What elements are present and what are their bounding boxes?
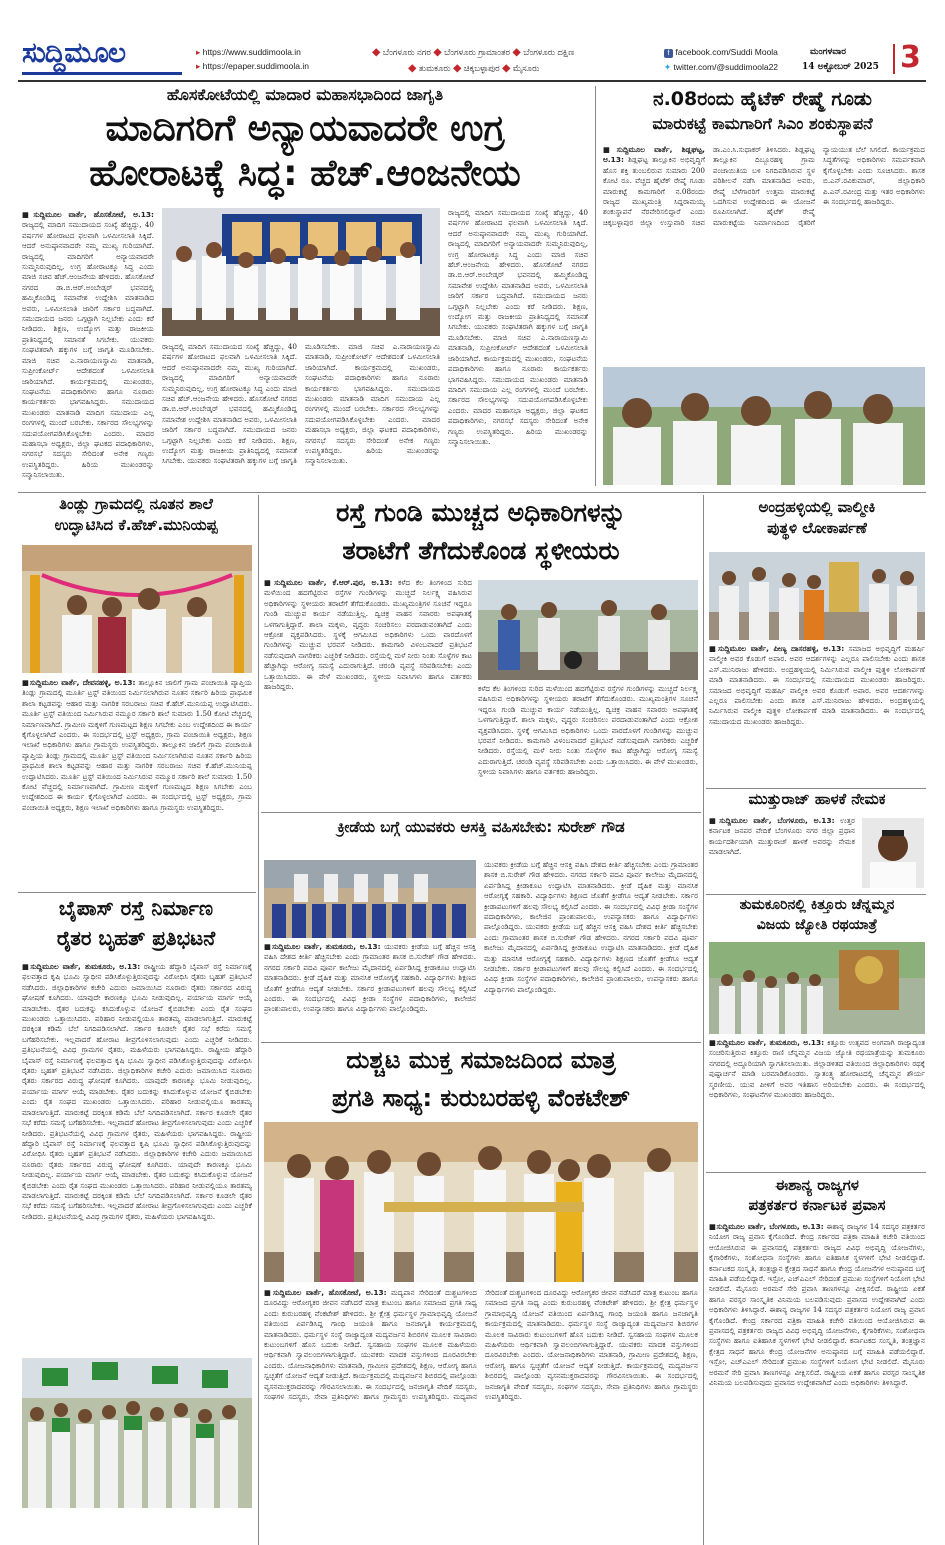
story2-photo	[603, 367, 925, 485]
story5-photo	[709, 552, 925, 640]
story9-text	[709, 1038, 925, 1168]
page-number: 3	[900, 40, 921, 75]
story10-headline-1: ದುಶ್ಚಟ ಮುಕ್ತ ಸಮಾಜದಿಂದ ಮಾತ್ರ	[346, 1046, 616, 1074]
story10-photo	[264, 1122, 698, 1282]
story1-body-cont: ರಾಜ್ಯದಲ್ಲಿ ಮಾದಿಗ ಸಮುದಾಯದ ಸಂಖ್ಯೆ ಹೆಚ್ಚಿದ್ದು, 40 ವರ್ಷಗಳ ಹೋರಾಟದ ಫಲವಾಗಿ ಒಳಮೀಸಲಾತಿ ಸಿಕ್ಕಿದೆ. ಆದರೆ ಅನುಷ್ಠಾನವಾದರೇ ನಮ್ಮ ಮುಖ್ಯ ಗುರಿಯಾಗಿದೆ. ರಾಜ್ಯದಲ್ಲಿ ಮಾದಿಗರಿಗೆ ಅನ್ಯಾಯವಾದರೇ ಸುಮ್ಮನಿರುವುದಿಲ್ಲ, ಉಗ್ರ ಹೋರಾಟಕ್ಕೂ ಸಿದ್ಧ ಎಂದು ಮಾಜಿ ಸಚಿವ ಹೆಚ್.ಆಂಜನೇಯ ಹೇಳಿದರು. ಹೊಸಕೋಟೆ ನಗರದ ಡಾ.ಬಿ.ಆರ್.ಅಂಬೇಡ್ಕರ್ ಭವನದಲ್ಲಿ ಹಮ್ಮಿಕೊಂಡಿದ್ದ ಸಮಾವೇಶ ಉದ್ದೇಶಿಸಿ ಮಾತನಾಡಿದ ಅವರು, ಒಳಮೀಸಲಾತಿ ಜಾರಿಗೆ ಸರ್ಕಾರ ಬದ್ಧವಾಗಿದೆ. ಸಮುದಾಯದ ಜನರು ಒಗ್ಗಟ್ಟಾಗಿ ನಿಲ್ಲಬೇಕು ಎಂದು ಕರೆ ನೀಡಿದರು. ಶಿಕ್ಷಣ, ಉದ್ಯೋಗ ಮತ್ತು ರಾಜಕೀಯ ಪ್ರಾತಿನಿಧ್ಯದಲ್ಲಿ ಸಮಾನತೆ ಸಿಗಬೇಕು. ಯುವಕರು ಸಂಘಟಿತರಾಗಿ ಹಕ್ಕುಗಳ ಬಗ್ಗೆ ಜಾಗೃತಿ ಮೂಡಿಸಬೇಕು. ಮಾಜಿ ಸಚಿವ ಎ.ನಾರಾಯಣಸ್ವಾಮಿ ಮಾತನಾಡಿ, ಸುಪ್ರೀಂಕೋರ್ಟ್ ಆದೇಶದಂತೆ ಒಳಮೀಸಲಾತಿ ಜಾರಿಯಾಗಿದೆ. ಕಾರ್ಯಕ್ರಮದಲ್ಲಿ ಮುಖಂಡರು, ಸಂಘಟನೆಯ ಪದಾಧಿಕಾರಿಗಳು ಹಾಗೂ ನೂರಾರು ಕಾರ್ಯಕರ್ತರು ಭಾಗವಹಿಸಿದ್ದರು. ಸಮುದಾಯದ ಮುಖಂಡರು ಮಾತನಾಡಿ ಮಾದಿಗ ಸಮುದಾಯ ಎಲ್ಲ ರಂಗಗಳಲ್ಲಿ ಮುಂದೆ ಬರಬೇಕು. ಸರ್ಕಾರದ ಸೌಲಭ್ಯಗಳನ್ನು ಸದುಪಯೋಗಪಡಿಸಿಕೊಳ್ಳಬೇಕು ಎಂದರು. ಮಾದರ ಮಹಾಸಭಾ ಅಧ್ಯಕ್ಷರು, ಜಿಲ್ಲಾ ಘಟಕದ ಪದಾಧಿಕಾರಿಗಳು, ನಗರಸಭೆ ಸದಸ್ಯರು ಸೇರಿದಂತೆ ಅನೇಕ ಗಣ್ಯರು ಉಪಸ್ಥಿತರಿದ್ದರು. ಹಿರಿಯ ಮುಖಂಡರನ್ನು ಸನ್ಮಾನಿಸಲಾಯಿತು.	[162, 342, 440, 466]
story7-col-right	[484, 860, 698, 1037]
twitter-link[interactable]: ✦ twitter.com/@suddimoola22	[664, 62, 779, 72]
edition-list	[372, 47, 672, 58]
story9-headline-1: ತುಮಕೂರಿನಲ್ಲಿ ಕಿತ್ತೂರು ಚೆನ್ನಮ್ಮನ	[739, 897, 895, 913]
story3-headline-2: ಉದ್ಘಾಟಿಸಿದ ಕೆ.ಹೆಚ್.ಮುನಿಯಪ್ಪ	[54, 516, 218, 534]
facebook-link[interactable]: f facebook.com/Suddi Moola	[664, 47, 778, 58]
story7-body-cont2: ಯುವಕರು ಕ್ರೀಡೆಯ ಬಗ್ಗೆ ಹೆಚ್ಚಿನ ಆಸಕ್ತಿ ವಹಿಸಿ ದೇಶದ ಕೀರ್ತಿ ಹೆಚ್ಚಿಸಬೇಕು ಎಂದು ಗ್ರಾಮಾಂತರ ಶಾಸಕ ಬಿ.ಸುರೇಶ್ ಗೌಡ ಹೇಳಿದರು. ನಗರದ ಸರ್ಕಾರಿ ಪದವಿ ಪೂರ್ವ ಕಾಲೇಜು ಮೈದಾನದಲ್ಲಿ ಏರ್ಪಡಿಸಿದ್ದ ಕ್ರೀಡಾಕೂಟ ಉದ್ಘಾಟಿಸಿ ಮಾತನಾಡಿದರು. ಕ್ರೀಡೆ ದೈಹಿಕ ಮತ್ತು ಮಾನಸಿಕ ಆರೋಗ್ಯಕ್ಕೆ ಸಹಕಾರಿ. ವಿದ್ಯಾರ್ಥಿಗಳು ಶಿಕ್ಷಣದ ಜೊತೆಗೆ ಕ್ರೀಡೆಗೂ ಆದ್ಯತೆ ನೀಡಬೇಕು. ಸರ್ಕಾರ ಕ್ರೀಡಾಪಟುಗಳಿಗೆ ಹಲವು ಸೌಲಭ್ಯ ಕಲ್ಪಿಸಿದೆ ಎಂದರು. ಈ ಸಂದರ್ಭದಲ್ಲಿ ವಿವಿಧ ಕ್ರೀಡಾ ಸಂಸ್ಥೆಗಳ ಪದಾಧಿಕಾರಿಗಳು, ಕಾಲೇಜಿನ ಪ್ರಾಂಶುಪಾಲರು, ಉಪನ್ಯಾಸಕರು ಹಾಗೂ ವಿದ್ಯಾರ್ಥಿಗಳು ಪಾಲ್ಗೊಂಡಿದ್ದರು.	[484, 922, 698, 994]
website-url[interactable]: ▸ https://www.suddimoola.in	[196, 47, 301, 57]
story6-portrait	[862, 818, 924, 888]
story7-dateline: ■ಸುದ್ದಿಮೂಲ ವಾರ್ತೆ, ತುಮಕೂರು, ಅ.13:	[264, 942, 381, 951]
story10-text	[264, 1288, 698, 1508]
divider	[18, 492, 926, 493]
facebook-icon: f	[664, 49, 673, 58]
story6-headline: ಮುತ್ತುರಾಜ್ ಹಾಳಕೆ ನೇಮಕ	[748, 790, 886, 808]
divider	[703, 495, 704, 1545]
story8-headline-1: ಬೈಪಾಸ್ ರಸ್ತೆ ನಿರ್ಮಾಣ	[58, 896, 214, 920]
divider	[595, 86, 596, 486]
story10-body-cont: ಮದ್ಯಪಾನ ಸೇರಿದಂತೆ ದುಶ್ಚಟಗಳಿಂದ ದೂರವಿದ್ದು ಆರೋಗ್ಯಕರ ಜೀವನ ನಡೆಸಿದರೆ ಮಾತ್ರ ಕುಟುಂಬ ಹಾಗೂ ಸಮಾಜದ ಪ್ರಗತಿ ಸಾಧ್ಯ ಎಂದು ಕುರುಬರಹಳ್ಳಿ ವೆಂಕಟೇಶ್ ಹೇಳಿದರು. ಶ್ರೀ ಕ್ಷೇತ್ರ ಧರ್ಮಸ್ಥಳ ಗ್ರಾಮಾಭಿವೃದ್ಧಿ ಯೋಜನೆ ವತಿಯಿಂದ ಏರ್ಪಡಿಸಿದ್ದ ಗಾಂಧಿ ಜಯಂತಿ ಹಾಗೂ ಜನಜಾಗೃತಿ ಕಾರ್ಯಕ್ರಮದಲ್ಲಿ ಮಾತನಾಡಿದರು. ಧರ್ಮಸ್ಥಳ ಸಂಸ್ಥೆ ರಾಜ್ಯಾದ್ಯಂತ ಮದ್ಯವರ್ಜನ ಶಿಬಿರಗಳ ಮೂಲಕ ಸಾವಿರಾರು ಕುಟುಂಬಗಳಿಗೆ ಹೊಸ ಬದುಕು ನೀಡಿದೆ. ಸ್ವಸಹಾಯ ಸಂಘಗಳ ಮೂಲಕ ಮಹಿಳೆಯರು ಆರ್ಥಿಕವಾಗಿ ಸ್ವಾವಲಂಬಿಗಳಾಗುತ್ತಿದ್ದಾರೆ. ಯುವಕರು ಮಾದಕ ವಸ್ತುಗಳಿಂದ ದೂರವಿರಬೇಕು ಎಂದರು. ಯೋಜನಾಧಿಕಾರಿಗಳು ಮಾತನಾಡಿ, ಗ್ರಾಮೀಣ ಪ್ರದೇಶದಲ್ಲಿ ಶಿಕ್ಷಣ, ಆರೋಗ್ಯ ಹಾಗೂ ಸ್ವಚ್ಛತೆಗೆ ಯೋಜನೆ ಆದ್ಯತೆ ನೀಡುತ್ತಿದೆ. ಕಾರ್ಯಕ್ರಮದಲ್ಲಿ ಮದ್ಯವರ್ಜನ ಶಿಬಿರದಲ್ಲಿ ಪಾಲ್ಗೊಂಡು ವ್ಯಸನಮುಕ್ತರಾದವರನ್ನು ಗೌರವಿಸಲಾಯಿತು. ಈ ಸಂದರ್ಭದಲ್ಲಿ ಜನಜಾಗೃತಿ ವೇದಿಕೆ ಸದಸ್ಯರು, ಸಂಘಗಳ ಸದಸ್ಯರು, ಸೇವಾ ಪ್ರತಿನಿಧಿಗಳು ಹಾಗೂ ಗ್ರಾಮಸ್ಥರು ಉಪಸ್ಥಿತರಿದ್ದರು.	[453, 1288, 698, 1402]
story8-headline-2: ರೈತರ ಬೃಹತ್ ಪ್ರತಿಭಟನೆ	[56, 926, 216, 950]
story1-col-left	[22, 210, 154, 490]
edition-item: ಮೈಸೂರು	[512, 63, 540, 73]
story11-text	[709, 1222, 925, 1508]
story1-body: ರಾಜ್ಯದಲ್ಲಿ ಮಾದಿಗ ಸಮುದಾಯದ ಸಂಖ್ಯೆ ಹೆಚ್ಚಿದ್ದು, 40 ವರ್ಷಗಳ ಹೋರಾಟದ ಫಲವಾಗಿ ಒಳಮೀಸಲಾತಿ ಸಿಕ್ಕಿದೆ. ಆದರೆ ಅನುಷ್ಠಾನವಾದರೇ ನಮ್ಮ ಮುಖ್ಯ ಗುರಿಯಾಗಿದೆ. ರಾಜ್ಯದಲ್ಲಿ ಮಾದಿಗರಿಗೆ ಅನ್ಯಾಯವಾದರೇ ಸುಮ್ಮನಿರುವುದಿಲ್ಲ, ಉಗ್ರ ಹೋರಾಟಕ್ಕೂ ಸಿದ್ಧ ಎಂದು ಮಾಜಿ ಸಚಿವ ಹೆಚ್.ಆಂಜನೇಯ ಹೇಳಿದರು. ಹೊಸಕೋಟೆ ನಗರದ ಡಾ.ಬಿ.ಆರ್.ಅಂಬೇಡ್ಕರ್ ಭವನದಲ್ಲಿ ಹಮ್ಮಿಕೊಂಡಿದ್ದ ಸಮಾವೇಶ ಉದ್ದೇಶಿಸಿ ಮಾತನಾಡಿದ ಅವರು, ಒಳಮೀಸಲಾತಿ ಜಾರಿಗೆ ಸರ್ಕಾರ ಬದ್ಧವಾಗಿದೆ. ಸಮುದಾಯದ ಜನರು ಒಗ್ಗಟ್ಟಾಗಿ ನಿಲ್ಲಬೇಕು ಎಂದು ಕರೆ ನೀಡಿದರು. ಶಿಕ್ಷಣ, ಉದ್ಯೋಗ ಮತ್ತು ರಾಜಕೀಯ ಪ್ರಾತಿನಿಧ್ಯದಲ್ಲಿ ಸಮಾನತೆ ಸಿಗಬೇಕು. ಯುವಕರು ಸಂಘಟಿತರಾಗಿ ಹಕ್ಕುಗಳ ಬಗ್ಗೆ ಜಾಗೃತಿ ಮೂಡಿಸಬೇಕು. ಮಾಜಿ ಸಚಿವ ಎ.ನಾರಾಯಣಸ್ವಾಮಿ ಮಾತನಾಡಿ, ಸುಪ್ರೀಂಕೋರ್ಟ್ ಆದೇಶದಂತೆ ಒಳಮೀಸಲಾತಿ ಜಾರಿಯಾಗಿದೆ. ಕಾರ್ಯಕ್ರಮದಲ್ಲಿ ಮುಖಂಡರು, ಸಂಘಟನೆಯ ಪದಾಧಿಕಾರಿಗಳು ಹಾಗೂ ನೂರಾರು ಕಾರ್ಯಕರ್ತರು ಭಾಗವಹಿಸಿದ್ದರು. ಸಮುದಾಯದ ಮುಖಂಡರು ಮಾತನಾಡಿ ಮಾದಿಗ ಸಮುದಾಯ ಎಲ್ಲ ರಂಗಗಳಲ್ಲಿ ಮುಂದೆ ಬರಬೇಕು. ಸರ್ಕಾರದ ಸೌಲಭ್ಯಗಳನ್ನು ಸದುಪಯೋಗಪಡಿಸಿಕೊಳ್ಳಬೇಕು ಎಂದರು. ಮಾದರ ಮಹಾಸಭಾ ಅಧ್ಯಕ್ಷರು, ಜಿಲ್ಲಾ ಘಟಕದ ಪದಾಧಿಕಾರಿಗಳು, ನಗರಸಭೆ ಸದಸ್ಯರು ಸೇರಿದಂತೆ ಅನೇಕ ಗಣ್ಯರು ಉಪಸ್ಥಿತರಿದ್ದರು. ಹಿರಿಯ ಮುಖಂಡರನ್ನು ಸನ್ಮಾನಿಸಲಾಯಿತು.	[22, 220, 154, 480]
story7-body: ಯುವಕರು ಕ್ರೀಡೆಯ ಬಗ್ಗೆ ಹೆಚ್ಚಿನ ಆಸಕ್ತಿ ವಹಿಸಿ ದೇಶದ ಕೀರ್ತಿ ಹೆಚ್ಚಿಸಬೇಕು ಎಂದು ಗ್ರಾಮಾಂತರ ಶಾಸಕ ಬಿ.ಸುರೇಶ್ ಗೌಡ ಹೇಳಿದರು. ನಗರದ ಸರ್ಕಾರಿ ಪದವಿ ಪೂರ್ವ ಕಾಲೇಜು ಮೈದಾನದಲ್ಲಿ ಏರ್ಪಡಿಸಿದ್ದ ಕ್ರೀಡಾಕೂಟ ಉದ್ಘಾಟಿಸಿ ಮಾತನಾಡಿದರು. ಕ್ರೀಡೆ ದೈಹಿಕ ಮತ್ತು ಮಾನಸಿಕ ಆರೋಗ್ಯಕ್ಕೆ ಸಹಕಾರಿ. ವಿದ್ಯಾರ್ಥಿಗಳು ಶಿಕ್ಷಣದ ಜೊತೆಗೆ ಕ್ರೀಡೆಗೂ ಆದ್ಯತೆ ನೀಡಬೇಕು. ಸರ್ಕಾರ ಕ್ರೀಡಾಪಟುಗಳಿಗೆ ಹಲವು ಸೌಲಭ್ಯ ಕಲ್ಪಿಸಿದೆ ಎಂದರು. ಈ ಸಂದರ್ಭದಲ್ಲಿ ವಿವಿಧ ಕ್ರೀಡಾ ಸಂಸ್ಥೆಗಳ ಪದಾಧಿಕಾರಿಗಳು, ಕಾಲೇಜಿನ ಪ್ರಾಂಶುಪಾಲರು, ಉಪನ್ಯಾಸಕರು ಹಾಗೂ ವಿದ್ಯಾರ್ಥಿಗಳು ಪಾಲ್ಗೊಂಡಿದ್ದರು.	[264, 942, 476, 1014]
story10-dateline: ■ಸುದ್ದಿಮೂಲ ವಾರ್ತೆ, ಹೊಸಕೋಟೆ, ಅ.13:	[264, 1288, 387, 1297]
story4-dateline: ■ಸುದ್ದಿಮೂಲ ವಾರ್ತೆ, ಕೆ.ಆರ್.ಪುರ, ಅ.13:	[264, 578, 393, 587]
epaper-url[interactable]: ▸ https://epaper.suddimoola.in	[196, 61, 309, 71]
edition-item: ತುಮಕೂರು	[418, 63, 451, 73]
story11-headline-1: ಈಶಾನ್ಯ ರಾಜ್ಯಗಳ	[775, 1176, 859, 1194]
story4-body-cont: ಕಳೆದ ಕೆಲ ತಿಂಗಳಿಂದ ಸುರಿದ ಮಳೆಯಿಂದ ಹದಗೆಟ್ಟಿರುವ ರಸ್ತೆಗಳ ಗುಂಡಿಗಳನ್ನು ಮುಚ್ಚದೆ ನಿರ್ಲಕ್ಷ್ಯ ವಹಿಸಿರುವ ಅಧಿಕಾರಿಗಳನ್ನು ಸ್ಥಳೀಯರು ತರಾಟೆಗೆ ತೆಗೆದುಕೊಂಡರು. ಮುಖ್ಯಮಂತ್ರಿಗಳ ಸೂಚನೆ ಇದ್ದರೂ ಗುಂಡಿ ಮುಚ್ಚುವ ಕಾರ್ಯ ನಡೆಯುತ್ತಿಲ್ಲ. ದ್ವಿಚಕ್ರ ವಾಹನ ಸವಾರರು ಅಪಘಾತಕ್ಕೆ ಒಳಗಾಗುತ್ತಿದ್ದಾರೆ. ಶಾಲಾ ಮಕ್ಕಳು, ವೃದ್ಧರು ಸಂಚರಿಸಲು ಪರದಾಡುವಂತಾಗಿದೆ ಎಂದು ಆಕ್ರೋಶ ವ್ಯಕ್ತಪಡಿಸಿದರು. ಸ್ಥಳಕ್ಕೆ ಆಗಮಿಸಿದ ಅಧಿಕಾರಿಗಳು ಒಂದು ವಾರದೊಳಗೆ ಗುಂಡಿಗಳನ್ನು ಮುಚ್ಚುವ ಭರವಸೆ ನೀಡಿದರು. ಕಾಮಗಾರಿ ವಿಳಂಬವಾದರೆ ಪ್ರತಿಭಟನೆ ನಡೆಸುವುದಾಗಿ ನಾಗರಿಕರು ಎಚ್ಚರಿಕೆ ನೀಡಿದರು. ರಸ್ತೆಯಲ್ಲಿ ಮಳೆ ನೀರು ನಿಂತು ಸೊಳ್ಳೆಗಳ ಕಾಟ ಹೆಚ್ಚಾಗಿದ್ದು ಆರೋಗ್ಯ ಸಮಸ್ಯೆ ಎದುರಾಗುತ್ತಿದೆ. ಚರಂಡಿ ವ್ಯವಸ್ಥೆ ಸರಿಪಡಿಸಬೇಕು ಎಂದು ಒತ್ತಾಯಿಸಿದರು. ಈ ವೇಳೆ ಮುಖಂಡರು, ಸ್ಥಳೀಯ ನಿವಾಸಿಗಳು ಹಾಗೂ ವರ್ತಕರು ಹಾಜರಿದ್ದರು.	[478, 684, 698, 777]
story8-photo	[22, 1358, 252, 1508]
story2-dateline: ■ಸುದ್ದಿಮೂಲ ವಾರ್ತೆ, ಶಿಡ್ಲಘಟ್ಟ, ಅ.13:	[603, 145, 705, 165]
story3-body-cont: ತಾಲ್ಲೂಕಿನ ಜಾಲಿಗೆ ಗ್ರಾಮ ಪಂಚಾಯಿತಿ ವ್ಯಾಪ್ತಿಯ ತಿಂಡ್ಲು ಗ್ರಾಮದಲ್ಲಿ ಮೂರ್ತಿ ಟ್ರಸ್ಟ್ ವತಿಯಿಂದ ನಿರ್ಮಿಸಲಾಗಿರುವ ನೂತನ ಸರ್ಕಾರಿ ಹಿರಿಯ ಪ್ರಾಥಮಿಕ ಶಾಲಾ ಕಟ್ಟಡವನ್ನು ಆಹಾರ ಮತ್ತು ನಾಗರಿಕ ಸರಬರಾಜು ಸಚಿವ ಕೆ.ಹೆಚ್.ಮುನಿಯಪ್ಪ ಉದ್ಘಾಟಿಸಿದರು. ಮೂರ್ತಿ ಟ್ರಸ್ಟ್ ವತಿಯಿಂದ ನಿರ್ಮಿಸಿರುವ ನಮ್ಮೂರ ಸರ್ಕಾರಿ ಶಾಲೆ ಸುಮಾರು 1.50 ಕೋಟಿ ವೆಚ್ಚದಲ್ಲಿ ನಿರ್ಮಾಣವಾಗಿದೆ. ಗ್ರಾಮೀಣ ಮಕ್ಕಳಿಗೆ ಗುಣಮಟ್ಟದ ಶಿಕ್ಷಣ ಸಿಗಬೇಕು ಎಂಬ ಉದ್ದೇಶದಿಂದ ಈ ಕಾರ್ಯ ಕೈಗೊಳ್ಳಲಾಗಿದೆ ಎಂದರು. ಈ ಸಂದರ್ಭದಲ್ಲಿ ಟ್ರಸ್ಟ್ ಅಧ್ಯಕ್ಷರು, ಗ್ರಾಮ ಪಂಚಾಯಿತಿ ಅಧ್ಯಕ್ಷರು, ಶಿಕ್ಷಣ ಇಲಾಖೆ ಅಧಿಕಾರಿಗಳು ಹಾಗೂ ಗ್ರಾಮಸ್ಥರು ಉಪಸ್ಥಿತರಿದ್ದರು.	[22, 740, 252, 812]
bullet-icon: ◆	[433, 47, 442, 57]
story4-photo	[478, 580, 698, 680]
story1-photo	[162, 208, 440, 336]
edition-item: ಬೆಂಗಳೂರು ದಕ್ಷಿಣ	[523, 47, 575, 57]
masthead-rule	[18, 80, 926, 82]
story8-body: ರಾಷ್ಟ್ರೀಯ ಹೆದ್ದಾರಿ ಬೈಪಾಸ್ ರಸ್ತೆ ನಿರ್ಮಾಣಕ್ಕೆ ಫಲವತ್ತಾದ ಕೃಷಿ ಭೂಮಿ ಸ್ವಾಧೀನ ಪಡಿಸಿಕೊಳ್ಳುತ್ತಿರುವುದನ್ನು ವಿರೋಧಿಸಿ ರೈತರು ಬೃಹತ್ ಪ್ರತಿಭಟನೆ ನಡೆಸಿದರು. ಜಿಲ್ಲಾಧಿಕಾರಿಗಳ ಕಚೇರಿ ಎದುರು ಜಮಾಯಿಸಿದ ನೂರಾರು ರೈತರು ಸರ್ಕಾರದ ವಿರುದ್ಧ ಘೋಷಣೆ ಕೂಗಿದರು. ಯಾವುದೇ ಕಾರಣಕ್ಕೂ ಭೂಮಿ ನೀಡುವುದಿಲ್ಲ. ಪರ್ಯಾಯ ಮಾರ್ಗ ಆಯ್ಕೆ ಮಾಡಬೇಕು. ರೈತರ ಬದುಕನ್ನು ಕಸಿದುಕೊಳ್ಳುವ ಯೋಜನೆ ಕೈಬಿಡಬೇಕು ಎಂದು ರೈತ ಸಂಘದ ಮುಖಂಡರು ಒತ್ತಾಯಿಸಿದರು. ಪರಿಹಾರ ನೀಡುವಲ್ಲಿಯೂ ತಾರತಮ್ಯ ಮಾಡಲಾಗುತ್ತಿದೆ. ಮಾರುಕಟ್ಟೆ ದರಕ್ಕಿಂತ ಕಡಿಮೆ ಬೆಲೆ ನಿಗದಿಪಡಿಸಲಾಗಿದೆ. ಸರ್ಕಾರ ಕೂಡಲೇ ರೈತರ ಸಭೆ ಕರೆದು ಸಮಸ್ಯೆ ಬಗೆಹರಿಸಬೇಕು. ಇಲ್ಲವಾದರೆ ಹೋರಾಟ ತೀವ್ರಗೊಳಿಸಲಾಗುವುದು ಎಂದು ಎಚ್ಚರಿಕೆ ನೀಡಿದರು. ಪ್ರತಿಭಟನೆಯಲ್ಲಿ ವಿವಿಧ ಗ್ರಾಮಗಳ ರೈತರು, ಮಹಿಳೆಯರು ಭಾಗವಹಿಸಿದ್ದರು.	[22, 962, 252, 1055]
story7-photo	[264, 860, 476, 938]
story2-headline-1: ನ.08ರಂದು ಹೈಟೆಕ್ ರೇಷ್ಮೆ ಗೂಡು	[653, 88, 872, 110]
divider	[706, 1172, 926, 1173]
story3-photo	[22, 545, 252, 673]
story2-body: ಶಿಡ್ಲಘಟ್ಟ ತಾಲ್ಲೂಕಿನ ಅಭಿವೃದ್ಧಿಗೆ ಹೊಸ ಶಕ್ತಿ ತುಂಬಲಿರುವ ಸುಮಾರು 200 ಕೋಟಿ ರೂ. ವೆಚ್ಚದ ಹೈಟೆಕ್ ರೇಷ್ಮೆ ಗೂಡು ಮಾರುಕಟ್ಟೆ ಕಾಮಗಾರಿಗೆ ನ.08ರಂದು ರಾಜ್ಯದ ಮುಖ್ಯಮಂತ್ರಿ ಸಿದ್ದರಾಮಯ್ಯ ಶಂಕುಸ್ಥಾಪನೆ ನೆರವೇರಿಸಲಿದ್ದಾರೆ ಎಂದು ಚಿಕ್ಕಬಳ್ಳಾಪುರ ಜಿಲ್ಲಾ ಉಸ್ತುವಾರಿ ಸಚಿವ ಡಾ.ಎಂ.ಸಿ.ಸುಧಾಕರ್ ತಿಳಿಸಿದರು. ಶಿಡ್ಲಘಟ್ಟ ತಾಲ್ಲೂಕಿನ ದಿಬ್ಬೂರಹಳ್ಳಿ ಗ್ರಾಮ ಪಂಚಾಯಿತಿಯ ಬಳಿ ನಿಗದಿಪಡಿಸಿರುವ ಸ್ಥಳ ಪರಿಶೀಲನೆ ನಡೆಸಿ ಮಾತನಾಡಿದ ಅವರು, ರೇಷ್ಮೆ ಬೆಳೆಗಾರರಿಗೆ ಉತ್ತಮ ಮಾರುಕಟ್ಟೆ ಒದಗಿಸುವ ಉದ್ದೇಶದಿಂದ ಈ ಯೋಜನೆ ರೂಪಿಸಲಾಗಿದೆ. ಹೈಟೆಕ್ ರೇಷ್ಮೆ ಮಾರುಕಟ್ಟೆಯ ನಿರ್ಮಾಣದಿಂದ ರೈತರಿಗೆ ನ್ಯಾಯಯುತ ಬೆಲೆ ಸಿಗಲಿದೆ. ಕಾರ್ಯಕ್ರಮದ ಸಿದ್ಧತೆಗಳನ್ನು ಅಧಿಕಾರಿಗಳು ಸಮರ್ಪಕವಾಗಿ ಕೈಗೊಳ್ಳಬೇಕು ಎಂದು ಸೂಚಿಸಿದರು. ಶಾಸಕ ಬಿ.ಎನ್.ರವಿಕುಮಾರ್, ಜಿಲ್ಲಾಧಿಕಾರಿ ಪಿ.ಎನ್.ರವೀಂದ್ರ ಮತ್ತು ಇತರ ಅಧಿಕಾರಿಗಳು ಈ ಸಂದರ್ಭದಲ್ಲಿ ಹಾಜರಿದ್ದರು.	[603, 145, 925, 227]
divider	[18, 892, 256, 893]
story1-kicker: ಹೊಸಕೋಟೆಯಲ್ಲಿ ಮಾದಾರ ಮಹಾಸಭಾದಿಂದ ಜಾಗೃತಿ	[166, 85, 444, 104]
story1-headline-2: ಹೋರಾಟಕ್ಕೆ ಸಿದ್ಧ: ಹೆಚ್.ಆಂಜನೇಯ	[89, 153, 521, 194]
masthead-logo: ಸುದ್ದಿಮೂಲ	[22, 36, 126, 69]
story9-body: ಕಿತ್ತೂರು ಉತ್ಸವದ ಅಂಗವಾಗಿ ರಾಜ್ಯಾದ್ಯಂತ ಸಂಚರಿಸುತ್ತಿರುವ ಕಿತ್ತೂರು ರಾಣಿ ಚೆನ್ನಮ್ಮನ ವಿಜಯ ಜ್ಯೋತಿ ರಥಯಾತ್ರೆಯನ್ನು ತುಮಕೂರು ನಗರದಲ್ಲಿ ಅದ್ದೂರಿಯಾಗಿ ಸ್ವಾಗತಿಸಲಾಯಿತು. ಜಿಲ್ಲಾಡಳಿತದ ವತಿಯಿಂದ ಜಿಲ್ಲಾಧಿಕಾರಿಗಳು ರಥಕ್ಕೆ ಪುಷ್ಪಾರ್ಚನೆ ಮಾಡಿ ಬರಮಾಡಿಕೊಂಡರು. ಸ್ವಾತಂತ್ರ್ಯ ಹೋರಾಟದಲ್ಲಿ ಚೆನ್ನಮ್ಮನ ಶೌರ್ಯ ಸ್ಮರಣೀಯ. ಯುವ ಪೀಳಿಗೆ ಅವರ ಇತಿಹಾಸ ಅರಿಯಬೇಕು ಎಂದರು. ಈ ಸಂದರ್ಭದಲ್ಲಿ ಅಧಿಕಾರಿಗಳು, ಸಂಘಟನೆಗಳ ಮುಖಂಡರು ಹಾಜರಿದ್ದರು.	[709, 1038, 925, 1100]
story8-text	[22, 962, 252, 1352]
bullet-icon: ◆	[408, 63, 417, 73]
edition-item: ಬೆಂಗಳೂರು ನಗರ	[382, 47, 431, 57]
divider	[706, 788, 926, 789]
story6-dateline: ■ಸುದ್ದಿಮೂಲ ವಾರ್ತೆ, ಬೆಂಗಳೂರು, ಅ.13:	[709, 816, 835, 825]
story11-body: ಈಶಾನ್ಯ ರಾಜ್ಯಗಳ 14 ಸದಸ್ಯರ ಪತ್ರಕರ್ತರ ನಿಯೋಗ ರಾಜ್ಯ ಪ್ರವಾಸ ಕೈಗೊಂಡಿದೆ. ಕೇಂದ್ರ ಸರ್ಕಾರದ ಪತ್ರಿಕಾ ಮಾಹಿತಿ ಕಚೇರಿ ವತಿಯಿಂದ ಆಯೋಜಿಸಿರುವ ಈ ಪ್ರವಾಸದಲ್ಲಿ ಪತ್ರಕರ್ತರು ರಾಜ್ಯದ ವಿವಿಧ ಅಭಿವೃದ್ಧಿ ಯೋಜನೆಗಳು, ಕೈಗಾರಿಕೆಗಳು, ಸಂಶೋಧನಾ ಸಂಸ್ಥೆಗಳು ಹಾಗೂ ಐತಿಹಾಸಿಕ ಸ್ಥಳಗಳಿಗೆ ಭೇಟಿ ನೀಡಲಿದ್ದಾರೆ. ಕರ್ನಾಟಕದ ಸಂಸ್ಕೃತಿ, ತಂತ್ರಜ್ಞಾನ ಕ್ಷೇತ್ರದ ಸಾಧನೆ ಹಾಗೂ ಕೇಂದ್ರ ಯೋಜನೆಗಳ ಅನುಷ್ಠಾನದ ಬಗ್ಗೆ ಮಾಹಿತಿ ಪಡೆಯಲಿದ್ದಾರೆ. ಇಸ್ರೋ, ಎಚ್‌ಎಎಲ್ ಸೇರಿದಂತೆ ಪ್ರಮುಖ ಸಂಸ್ಥೆಗಳಿಗೆ ನಿಯೋಗ ಭೇಟಿ ನೀಡಲಿದೆ. ಮೈಸೂರು ಅರಮನೆ ಸೇರಿ ಪ್ರವಾಸಿ ತಾಣಗಳನ್ನೂ ವೀಕ್ಷಿಸಲಿದೆ. ರಾಷ್ಟ್ರೀಯ ಏಕತೆ ಹಾಗೂ ಪರಸ್ಪರ ಸಾಂಸ್ಕೃತಿಕ ವಿನಿಮಯ ಬಲಪಡಿಸುವುದು ಪ್ರವಾಸದ ಉದ್ದೇಶವಾಗಿದೆ ಎಂದು ಅಧಿಕಾರಿಗಳು ತಿಳಿಸಿದ್ದಾರೆ.	[709, 1222, 925, 1315]
story9-headline-2: ವಿಜಯ ಜ್ಯೋತಿ ರಥಯಾತ್ರೆ	[756, 917, 878, 933]
divider	[706, 894, 926, 895]
story4-headline-1: ರಸ್ತೆ ಗುಂಡಿ ಮುಚ್ಚದ ಅಧಿಕಾರಿಗಳನ್ನು	[336, 498, 626, 527]
divider	[261, 1042, 701, 1043]
globe-icon: ▸	[196, 61, 203, 71]
story3-body: ತಾಲ್ಲೂಕಿನ ಜಾಲಿಗೆ ಗ್ರಾಮ ಪಂಚಾಯಿತಿ ವ್ಯಾಪ್ತಿಯ ತಿಂಡ್ಲು ಗ್ರಾಮದಲ್ಲಿ ಮೂರ್ತಿ ಟ್ರಸ್ಟ್ ವತಿಯಿಂದ ನಿರ್ಮಿಸಲಾಗಿರುವ ನೂತನ ಸರ್ಕಾರಿ ಹಿರಿಯ ಪ್ರಾಥಮಿಕ ಶಾಲಾ ಕಟ್ಟಡವನ್ನು ಆಹಾರ ಮತ್ತು ನಾಗರಿಕ ಸರಬರಾಜು ಸಚಿವ ಕೆ.ಹೆಚ್.ಮುನಿಯಪ್ಪ ಉದ್ಘಾಟಿಸಿದರು. ಮೂರ್ತಿ ಟ್ರಸ್ಟ್ ವತಿಯಿಂದ ನಿರ್ಮಿಸಿರುವ ನಮ್ಮೂರ ಸರ್ಕಾರಿ ಶಾಲೆ ಸುಮಾರು 1.50 ಕೋಟಿ ವೆಚ್ಚದಲ್ಲಿ ನಿರ್ಮಾಣವಾಗಿದೆ. ಗ್ರಾಮೀಣ ಮಕ್ಕಳಿಗೆ ಗುಣಮಟ್ಟದ ಶಿಕ್ಷಣ ಸಿಗಬೇಕು ಎಂಬ ಉದ್ದೇಶದಿಂದ ಈ ಕಾರ್ಯ ಕೈಗೊಳ್ಳಲಾಗಿದೆ ಎಂದರು. ಈ ಸಂದರ್ಭದಲ್ಲಿ ಟ್ರಸ್ಟ್ ಅಧ್ಯಕ್ಷರು, ಗ್ರಾಮ ಪಂಚಾಯಿತಿ ಅಧ್ಯಕ್ಷರು, ಶಿಕ್ಷಣ ಇಲಾಖೆ ಅಧಿಕಾರಿಗಳು ಹಾಗೂ ಗ್ರಾಮಸ್ಥರು ಉಪಸ್ಥಿತರಿದ್ದರು.	[22, 678, 252, 750]
story8-body-cont2: ರಾಷ್ಟ್ರೀಯ ಹೆದ್ದಾರಿ ಬೈಪಾಸ್ ರಸ್ತೆ ನಿರ್ಮಾಣಕ್ಕೆ ಫಲವತ್ತಾದ ಕೃಷಿ ಭೂಮಿ ಸ್ವಾಧೀನ ಪಡಿಸಿಕೊಳ್ಳುತ್ತಿರುವುದನ್ನು ವಿರೋಧಿಸಿ ರೈತರು ಬೃಹತ್ ಪ್ರತಿಭಟನೆ ನಡೆಸಿದರು. ಜಿಲ್ಲಾಧಿಕಾರಿಗಳ ಕಚೇರಿ ಎದುರು ಜಮಾಯಿಸಿದ ನೂರಾರು ರೈತರು ಸರ್ಕಾರದ ವಿರುದ್ಧ ಘೋಷಣೆ ಕೂಗಿದರು. ಯಾವುದೇ ಕಾರಣಕ್ಕೂ ಭೂಮಿ ನೀಡುವುದಿಲ್ಲ. ಪರ್ಯಾಯ ಮಾರ್ಗ ಆಯ್ಕೆ ಮಾಡಬೇಕು. ರೈತರ ಬದುಕನ್ನು ಕಸಿದುಕೊಳ್ಳುವ ಯೋಜನೆ ಕೈಬಿಡಬೇಕು ಎಂದು ರೈತ ಸಂಘದ ಮುಖಂಡರು ಒತ್ತಾಯಿಸಿದರು. ಪರಿಹಾರ ನೀಡುವಲ್ಲಿಯೂ ತಾರತಮ್ಯ ಮಾಡಲಾಗುತ್ತಿದೆ. ಮಾರುಕಟ್ಟೆ ದರಕ್ಕಿಂತ ಕಡಿಮೆ ಬೆಲೆ ನಿಗದಿಪಡಿಸಲಾಗಿದೆ. ಸರ್ಕಾರ ಕೂಡಲೇ ರೈತರ ಸಭೆ ಕರೆದು ಸಮಸ್ಯೆ ಬಗೆಹರಿಸಬೇಕು. ಇಲ್ಲವಾದರೆ ಹೋರಾಟ ತೀವ್ರಗೊಳಿಸಲಾಗುವುದು ಎಂದು ಎಚ್ಚರಿಕೆ ನೀಡಿದರು. ಪ್ರತಿಭಟನೆಯಲ್ಲಿ ವಿವಿಧ ಗ್ರಾಮಗಳ ರೈತರು, ಮಹಿಳೆಯರು ಭಾಗವಹಿಸಿದ್ದರು.	[22, 1128, 252, 1221]
story5-body: ಸಮಾಜದ ಅಭಿವೃದ್ಧಿಗೆ ಮಹರ್ಷಿ ವಾಲ್ಮೀಕಿ ಅವರ ಕೊಡುಗೆ ಅಪಾರ. ಅವರ ಆದರ್ಶಗಳನ್ನು ಎಲ್ಲರೂ ಪಾಲಿಸಬೇಕು ಎಂದು ಶಾಸಕ ಎಸ್.ಮುನಿರಾಜು ಹೇಳಿದರು. ಅಂದ್ರಹಳ್ಳಿಯಲ್ಲಿ ನಿರ್ಮಿಸಿರುವ ವಾಲ್ಮೀಕಿ ಪುತ್ಥಳಿ ಲೋಕಾರ್ಪಣೆ ಮಾಡಿ ಮಾತನಾಡಿದರು. ಈ ಸಂದರ್ಭದಲ್ಲಿ ಸಮುದಾಯದ ಮುಖಂಡರು ಹಾಜರಿದ್ದರು.	[709, 644, 925, 685]
story4-body: ಕಳೆದ ಕೆಲ ತಿಂಗಳಿಂದ ಸುರಿದ ಮಳೆಯಿಂದ ಹದಗೆಟ್ಟಿರುವ ರಸ್ತೆಗಳ ಗುಂಡಿಗಳನ್ನು ಮುಚ್ಚದೆ ನಿರ್ಲಕ್ಷ್ಯ ವಹಿಸಿರುವ ಅಧಿಕಾರಿಗಳನ್ನು ಸ್ಥಳೀಯರು ತರಾಟೆಗೆ ತೆಗೆದುಕೊಂಡರು. ಮುಖ್ಯಮಂತ್ರಿಗಳ ಸೂಚನೆ ಇದ್ದರೂ ಗುಂಡಿ ಮುಚ್ಚುವ ಕಾರ್ಯ ನಡೆಯುತ್ತಿಲ್ಲ. ದ್ವಿಚಕ್ರ ವಾಹನ ಸವಾರರು ಅಪಘಾತಕ್ಕೆ ಒಳಗಾಗುತ್ತಿದ್ದಾರೆ. ಶಾಲಾ ಮಕ್ಕಳು, ವೃದ್ಧರು ಸಂಚರಿಸಲು ಪರದಾಡುವಂತಾಗಿದೆ ಎಂದು ಆಕ್ರೋಶ ವ್ಯಕ್ತಪಡಿಸಿದರು. ಸ್ಥಳಕ್ಕೆ ಆಗಮಿಸಿದ ಅಧಿಕಾರಿಗಳು ಒಂದು ವಾರದೊಳಗೆ ಗುಂಡಿಗಳನ್ನು ಮುಚ್ಚುವ ಭರವಸೆ ನೀಡಿದರು. ಕಾಮಗಾರಿ ವಿಳಂಬವಾದರೆ ಪ್ರತಿಭಟನೆ ನಡೆಸುವುದಾಗಿ ನಾಗರಿಕರು ಎಚ್ಚರಿಕೆ ನೀಡಿದರು. ರಸ್ತೆಯಲ್ಲಿ ಮಳೆ ನೀರು ನಿಂತು ಸೊಳ್ಳೆಗಳ ಕಾಟ ಹೆಚ್ಚಾಗಿದ್ದು ಆರೋಗ್ಯ ಸಮಸ್ಯೆ ಎದುರಾಗುತ್ತಿದೆ. ಚರಂಡಿ ವ್ಯವಸ್ಥೆ ಸರಿಪಡಿಸಬೇಕು ಎಂದು ಒತ್ತಾಯಿಸಿದರು. ಈ ವೇಳೆ ಮುಖಂಡರು, ಸ್ಥಳೀಯ ನಿವಾಸಿಗಳು ಹಾಗೂ ವರ್ತಕರು ಹಾಜರಿದ್ದರು.	[264, 578, 472, 692]
story11-body-cont: ಈಶಾನ್ಯ ರಾಜ್ಯಗಳ 14 ಸದಸ್ಯರ ಪತ್ರಕರ್ತರ ನಿಯೋಗ ರಾಜ್ಯ ಪ್ರವಾಸ ಕೈಗೊಂಡಿದೆ. ಕೇಂದ್ರ ಸರ್ಕಾರದ ಪತ್ರಿಕಾ ಮಾಹಿತಿ ಕಚೇರಿ ವತಿಯಿಂದ ಆಯೋಜಿಸಿರುವ ಈ ಪ್ರವಾಸದಲ್ಲಿ ಪತ್ರಕರ್ತರು ರಾಜ್ಯದ ವಿವಿಧ ಅಭಿವೃದ್ಧಿ ಯೋಜನೆಗಳು, ಕೈಗಾರಿಕೆಗಳು, ಸಂಶೋಧನಾ ಸಂಸ್ಥೆಗಳು ಹಾಗೂ ಐತಿಹಾಸಿಕ ಸ್ಥಳಗಳಿಗೆ ಭೇಟಿ ನೀಡಲಿದ್ದಾರೆ. ಕರ್ನಾಟಕದ ಸಂಸ್ಕೃತಿ, ತಂತ್ರಜ್ಞಾನ ಕ್ಷೇತ್ರದ ಸಾಧನೆ ಹಾಗೂ ಕೇಂದ್ರ ಯೋಜನೆಗಳ ಅನುಷ್ಠಾನದ ಬಗ್ಗೆ ಮಾಹಿತಿ ಪಡೆಯಲಿದ್ದಾರೆ. ಇಸ್ರೋ, ಎಚ್‌ಎಎಲ್ ಸೇರಿದಂತೆ ಪ್ರಮುಖ ಸಂಸ್ಥೆಗಳಿಗೆ ನಿಯೋಗ ಭೇಟಿ ನೀಡಲಿದೆ. ಮೈಸೂರು ಅರಮನೆ ಸೇರಿ ಪ್ರವಾಸಿ ತಾಣಗಳನ್ನೂ ವೀಕ್ಷಿಸಲಿದೆ. ರಾಷ್ಟ್ರೀಯ ಏಕತೆ ಹಾಗೂ ಪರಸ್ಪರ ಸಾಂಸ್ಕೃತಿಕ ವಿನಿಮಯ ಬಲಪಡಿಸುವುದು ಪ್ರವಾಸದ ಉದ್ದೇಶವಾಗಿದೆ ಎಂದು ಅಧಿಕಾರಿಗಳು ತಿಳಿಸಿದ್ದಾರೆ.	[709, 1305, 925, 1388]
story2-headline-2: ಮಾರುಕಟ್ಟೆ ಕಾಮಗಾರಿಗೆ ಸಿಎಂ ಶಂಕುಸ್ಥಾಪನೆ	[652, 114, 873, 133]
bullet-icon: ◆	[453, 63, 462, 73]
story7-col-left	[264, 942, 476, 1037]
story8-body-cont: ರಾಷ್ಟ್ರೀಯ ಹೆದ್ದಾರಿ ಬೈಪಾಸ್ ರಸ್ತೆ ನಿರ್ಮಾಣಕ್ಕೆ ಫಲವತ್ತಾದ ಕೃಷಿ ಭೂಮಿ ಸ್ವಾಧೀನ ಪಡಿಸಿಕೊಳ್ಳುತ್ತಿರುವುದನ್ನು ವಿರೋಧಿಸಿ ರೈತರು ಬೃಹತ್ ಪ್ರತಿಭಟನೆ ನಡೆಸಿದರು. ಜಿಲ್ಲಾಧಿಕಾರಿಗಳ ಕಚೇರಿ ಎದುರು ಜಮಾಯಿಸಿದ ನೂರಾರು ರೈತರು ಸರ್ಕಾರದ ವಿರುದ್ಧ ಘೋಷಣೆ ಕೂಗಿದರು. ಯಾವುದೇ ಕಾರಣಕ್ಕೂ ಭೂಮಿ ನೀಡುವುದಿಲ್ಲ. ಪರ್ಯಾಯ ಮಾರ್ಗ ಆಯ್ಕೆ ಮಾಡಬೇಕು. ರೈತರ ಬದುಕನ್ನು ಕಸಿದುಕೊಳ್ಳುವ ಯೋಜನೆ ಕೈಬಿಡಬೇಕು ಎಂದು ರೈತ ಸಂಘದ ಮುಖಂಡರು ಒತ್ತಾಯಿಸಿದರು. ಪರಿಹಾರ ನೀಡುವಲ್ಲಿಯೂ ತಾರತಮ್ಯ ಮಾಡಲಾಗುತ್ತಿದೆ. ಮಾರುಕಟ್ಟೆ ದರಕ್ಕಿಂತ ಕಡಿಮೆ ಬೆಲೆ ನಿಗದಿಪಡಿಸಲಾಗಿದೆ. ಸರ್ಕಾರ ಕೂಡಲೇ ರೈತರ ಸಭೆ ಕರೆದು ಸಮಸ್ಯೆ ಬಗೆಹರಿಸಬೇಕು. ಇಲ್ಲವಾದರೆ ಹೋರಾಟ ತೀವ್ರಗೊಳಿಸಲಾಗುವುದು ಎಂದು ಎಚ್ಚರಿಕೆ ನೀಡಿದರು. ಪ್ರತಿಭಟನೆಯಲ್ಲಿ ವಿವಿಧ ಗ್ರಾಮಗಳ ರೈತರು, ಮಹಿಳೆಯರು ಭಾಗವಹಿಸಿದ್ದರು.	[22, 1045, 252, 1138]
story3-text	[22, 678, 252, 888]
globe-icon: ▸	[196, 47, 203, 57]
story6-text	[709, 816, 855, 892]
story5-headline-1: ಅಂದ್ರಹಳ್ಳಿಯಲ್ಲಿ ವಾಲ್ಮೀಕಿ	[758, 498, 876, 516]
story7-headline: ಕ್ರೀಡೆಯ ಬಗ್ಗೆ ಯುವಕರು ಆಸಕ್ತಿ ವಹಿಸಬೇಕು: ಸುರೇಶ್ ಗೌಡ	[337, 818, 625, 836]
page-number-divider	[893, 44, 895, 74]
story2-text	[603, 145, 925, 367]
story1-col-right	[448, 208, 588, 490]
bullet-icon: ◆	[372, 47, 381, 57]
masthead	[0, 0, 945, 78]
story4-headline-2: ತರಾಟೆಗೆ ತೆಗೆದುಕೊಂಡ ಸ್ಥಳೀಯರು	[342, 536, 620, 565]
story3-headline-1: ತಿಂಡ್ಲು ಗ್ರಾಮದಲ್ಲಿ ನೂತನ ಶಾಲೆ	[59, 495, 213, 513]
story4-col-right	[478, 684, 698, 808]
story5-dateline: ■ಸುದ್ದಿಮೂಲ ವಾರ್ತೆ, ಪೀಣ್ಯ ದಾಸರಹಳ್ಳಿ, ಅ.13:	[709, 644, 845, 653]
story10-headline-2: ಪ್ರಗತಿ ಸಾಧ್ಯ: ಕುರುಬರಹಳ್ಳಿ ವೆಂಕಟೇಶ್	[331, 1084, 631, 1112]
bullet-icon: ◆	[512, 47, 521, 57]
story5-text	[709, 644, 925, 784]
story9-dateline: ■ಸುದ್ದಿಮೂಲ ವಾರ್ತೆ, ತುಮಕೂರು, ಅ.13:	[709, 1038, 825, 1047]
story11-headline-2: ಪತ್ರಕರ್ತರ ಕರ್ನಾಟಕ ಪ್ರವಾಸ	[748, 1196, 886, 1214]
divider	[261, 812, 701, 813]
story9-photo	[709, 942, 925, 1034]
twitter-icon: ✦	[664, 62, 672, 72]
story7-body-cont: ಯುವಕರು ಕ್ರೀಡೆಯ ಬಗ್ಗೆ ಹೆಚ್ಚಿನ ಆಸಕ್ತಿ ವಹಿಸಿ ದೇಶದ ಕೀರ್ತಿ ಹೆಚ್ಚಿಸಬೇಕು ಎಂದು ಗ್ರಾಮಾಂತರ ಶಾಸಕ ಬಿ.ಸುರೇಶ್ ಗೌಡ ಹೇಳಿದರು. ನಗರದ ಸರ್ಕಾರಿ ಪದವಿ ಪೂರ್ವ ಕಾಲೇಜು ಮೈದಾನದಲ್ಲಿ ಏರ್ಪಡಿಸಿದ್ದ ಕ್ರೀಡಾಕೂಟ ಉದ್ಘಾಟಿಸಿ ಮಾತನಾಡಿದರು. ಕ್ರೀಡೆ ದೈಹಿಕ ಮತ್ತು ಮಾನಸಿಕ ಆರೋಗ್ಯಕ್ಕೆ ಸಹಕಾರಿ. ವಿದ್ಯಾರ್ಥಿಗಳು ಶಿಕ್ಷಣದ ಜೊತೆಗೆ ಕ್ರೀಡೆಗೂ ಆದ್ಯತೆ ನೀಡಬೇಕು. ಸರ್ಕಾರ ಕ್ರೀಡಾಪಟುಗಳಿಗೆ ಹಲವು ಸೌಲಭ್ಯ ಕಲ್ಪಿಸಿದೆ ಎಂದರು. ಈ ಸಂದರ್ಭದಲ್ಲಿ ವಿವಿಧ ಕ್ರೀಡಾ ಸಂಸ್ಥೆಗಳ ಪದಾಧಿಕಾರಿಗಳು, ಕಾಲೇಜಿನ ಪ್ರಾಂಶುಪಾಲರು, ಉಪನ್ಯಾಸಕರು ಹಾಗೂ ವಿದ್ಯಾರ್ಥಿಗಳು ಪಾಲ್ಗೊಂಡಿದ್ದರು.	[484, 860, 698, 932]
story10-body: ಮದ್ಯಪಾನ ಸೇರಿದಂತೆ ದುಶ್ಚಟಗಳಿಂದ ದೂರವಿದ್ದು ಆರೋಗ್ಯಕರ ಜೀವನ ನಡೆಸಿದರೆ ಮಾತ್ರ ಕುಟುಂಬ ಹಾಗೂ ಸಮಾಜದ ಪ್ರಗತಿ ಸಾಧ್ಯ ಎಂದು ಕುರುಬರಹಳ್ಳಿ ವೆಂಕಟೇಶ್ ಹೇಳಿದರು. ಶ್ರೀ ಕ್ಷೇತ್ರ ಧರ್ಮಸ್ಥಳ ಗ್ರಾಮಾಭಿವೃದ್ಧಿ ಯೋಜನೆ ವತಿಯಿಂದ ಏರ್ಪಡಿಸಿದ್ದ ಗಾಂಧಿ ಜಯಂತಿ ಹಾಗೂ ಜನಜಾಗೃತಿ ಕಾರ್ಯಕ್ರಮದಲ್ಲಿ ಮಾತನಾಡಿದರು. ಧರ್ಮಸ್ಥಳ ಸಂಸ್ಥೆ ರಾಜ್ಯಾದ್ಯಂತ ಮದ್ಯವರ್ಜನ ಶಿಬಿರಗಳ ಮೂಲಕ ಸಾವಿರಾರು ಕುಟುಂಬಗಳಿಗೆ ಹೊಸ ಬದುಕು ನೀಡಿದೆ. ಸ್ವಸಹಾಯ ಸಂಘಗಳ ಮೂಲಕ ಮಹಿಳೆಯರು ಆರ್ಥಿಕವಾಗಿ ಸ್ವಾವಲಂಬಿಗಳಾಗುತ್ತಿದ್ದಾರೆ. ಯುವಕರು ಮಾದಕ ವಸ್ತುಗಳಿಂದ ದೂರವಿರಬೇಕು ಎಂದರು. ಯೋಜನಾಧಿಕಾರಿಗಳು ಮಾತನಾಡಿ, ಗ್ರಾಮೀಣ ಪ್ರದೇಶದಲ್ಲಿ ಶಿಕ್ಷಣ, ಆರೋಗ್ಯ ಹಾಗೂ ಸ್ವಚ್ಛತೆಗೆ ಯೋಜನೆ ಆದ್ಯತೆ ನೀಡುತ್ತಿದೆ. ಕಾರ್ಯಕ್ರಮದಲ್ಲಿ ಮದ್ಯವರ್ಜನ ಶಿಬಿರದಲ್ಲಿ ಪಾಲ್ಗೊಂಡು ವ್ಯಸನಮುಕ್ತರಾದವರನ್ನು ಗೌರವಿಸಲಾಯಿತು. ಈ ಸಂದರ್ಭದಲ್ಲಿ ಜನಜಾಗೃತಿ ವೇದಿಕೆ ಸದಸ್ಯರು, ಸಂಘಗಳ ಸದಸ್ಯರು, ಸೇವಾ ಪ್ರತಿನಿಧಿಗಳು ಹಾಗೂ ಗ್ರಾಮಸ್ಥರು ಉಪಸ್ಥಿತರಿದ್ದರು.	[264, 1288, 477, 1402]
story3-dateline: ■ಸುದ್ದಿಮೂಲ ವಾರ್ತೆ, ದೇವನಹಳ್ಳಿ, ಅ.13:	[22, 678, 136, 687]
story5-headline-2: ಪುತ್ಥಳಿ ಲೋಕಾರ್ಪಣೆ	[767, 519, 867, 537]
edition-list-2	[408, 63, 668, 74]
story6-body: ಉತ್ತರ ಕರ್ನಾಟಕ ಜನಪರ ವೇದಿಕೆ ಬೆಂಗಳೂರು ನಗರ ಜಿಲ್ಲಾ ಪ್ರಧಾನ ಕಾರ್ಯದರ್ಶಿಯಾಗಿ ಮುತ್ತುರಾಜ್ ಹಾಳಕೆ ಅವರನ್ನು ನೇಮಕ ಮಾಡಲಾಗಿದೆ.	[709, 816, 855, 857]
edition-item: ಬೆಂಗಳೂರು ಗ್ರಾಮಾಂತರ	[444, 47, 511, 57]
edition-item: ಚಿಕ್ಕಬಳ್ಳಾಪುರ	[463, 63, 500, 73]
story1-col-mid	[162, 342, 440, 490]
logo-underline	[22, 72, 182, 75]
issue-date: 14 ಅಕ್ಟೋಬರ್ 2025	[802, 62, 879, 72]
story11-dateline: ■ಸುದ್ದಿಮೂಲ ವಾರ್ತೆ, ಬೆಂಗಳೂರು, ಅ.13:	[709, 1222, 824, 1231]
story5-body-cont: ಸಮಾಜದ ಅಭಿವೃದ್ಧಿಗೆ ಮಹರ್ಷಿ ವಾಲ್ಮೀಕಿ ಅವರ ಕೊಡುಗೆ ಅಪಾರ. ಅವರ ಆದರ್ಶಗಳನ್ನು ಎಲ್ಲರೂ ಪಾಲಿಸಬೇಕು ಎಂದು ಶಾಸಕ ಎಸ್.ಮುನಿರಾಜು ಹೇಳಿದರು. ಅಂದ್ರಹಳ್ಳಿಯಲ್ಲಿ ನಿರ್ಮಿಸಿರುವ ವಾಲ್ಮೀಕಿ ಪುತ್ಥಳಿ ಲೋಕಾರ್ಪಣೆ ಮಾಡಿ ಮಾತನಾಡಿದರು. ಈ ಸಂದರ್ಭದಲ್ಲಿ ಸಮುದಾಯದ ಮುಖಂಡರು ಹಾಜರಿದ್ದರು.	[709, 685, 925, 726]
bullet-icon: ◆	[501, 63, 511, 73]
weekday: ಮಂಗಳವಾರ	[810, 47, 847, 57]
divider	[258, 495, 259, 1545]
story1-dateline: ■ಸುದ್ದಿಮೂಲ ವಾರ್ತೆ, ಹೊಸಕೋಟೆ, ಅ.13:	[22, 210, 154, 219]
story1-body-cont2: ರಾಜ್ಯದಲ್ಲಿ ಮಾದಿಗ ಸಮುದಾಯದ ಸಂಖ್ಯೆ ಹೆಚ್ಚಿದ್ದು, 40 ವರ್ಷಗಳ ಹೋರಾಟದ ಫಲವಾಗಿ ಒಳಮೀಸಲಾತಿ ಸಿಕ್ಕಿದೆ. ಆದರೆ ಅನುಷ್ಠಾನವಾದರೇ ನಮ್ಮ ಮುಖ್ಯ ಗುರಿಯಾಗಿದೆ. ರಾಜ್ಯದಲ್ಲಿ ಮಾದಿಗರಿಗೆ ಅನ್ಯಾಯವಾದರೇ ಸುಮ್ಮನಿರುವುದಿಲ್ಲ, ಉಗ್ರ ಹೋರಾಟಕ್ಕೂ ಸಿದ್ಧ ಎಂದು ಮಾಜಿ ಸಚಿವ ಹೆಚ್.ಆಂಜನೇಯ ಹೇಳಿದರು. ಹೊಸಕೋಟೆ ನಗರದ ಡಾ.ಬಿ.ಆರ್.ಅಂಬೇಡ್ಕರ್ ಭವನದಲ್ಲಿ ಹಮ್ಮಿಕೊಂಡಿದ್ದ ಸಮಾವೇಶ ಉದ್ದೇಶಿಸಿ ಮಾತನಾಡಿದ ಅವರು, ಒಳಮೀಸಲಾತಿ ಜಾರಿಗೆ ಸರ್ಕಾರ ಬದ್ಧವಾಗಿದೆ. ಸಮುದಾಯದ ಜನರು ಒಗ್ಗಟ್ಟಾಗಿ ನಿಲ್ಲಬೇಕು ಎಂದು ಕರೆ ನೀಡಿದರು. ಶಿಕ್ಷಣ, ಉದ್ಯೋಗ ಮತ್ತು ರಾಜಕೀಯ ಪ್ರಾತಿನಿಧ್ಯದಲ್ಲಿ ಸಮಾನತೆ ಸಿಗಬೇಕು. ಯುವಕರು ಸಂಘಟಿತರಾಗಿ ಹಕ್ಕುಗಳ ಬಗ್ಗೆ ಜಾಗೃತಿ ಮೂಡಿಸಬೇಕು. ಮಾಜಿ ಸಚಿವ ಎ.ನಾರಾಯಣಸ್ವಾಮಿ ಮಾತನಾಡಿ, ಸುಪ್ರೀಂಕೋರ್ಟ್ ಆದೇಶದಂತೆ ಒಳಮೀಸಲಾತಿ ಜಾರಿಯಾಗಿದೆ. ಕಾರ್ಯಕ್ರಮದಲ್ಲಿ ಮುಖಂಡರು, ಸಂಘಟನೆಯ ಪದಾಧಿಕಾರಿಗಳು ಹಾಗೂ ನೂರಾರು ಕಾರ್ಯಕರ್ತರು ಭಾಗವಹಿಸಿದ್ದರು. ಸಮುದಾಯದ ಮುಖಂಡರು ಮಾತನಾಡಿ ಮಾದಿಗ ಸಮುದಾಯ ಎಲ್ಲ ರಂಗಗಳಲ್ಲಿ ಮುಂದೆ ಬರಬೇಕು. ಸರ್ಕಾರದ ಸೌಲಭ್ಯಗಳನ್ನು ಸದುಪಯೋಗಪಡಿಸಿಕೊಳ್ಳಬೇಕು ಎಂದರು. ಮಾದರ ಮಹಾಸಭಾ ಅಧ್ಯಕ್ಷರು, ಜಿಲ್ಲಾ ಘಟಕದ ಪದಾಧಿಕಾರಿಗಳು, ನಗರಸಭೆ ಸದಸ್ಯರು ಸೇರಿದಂತೆ ಅನೇಕ ಗಣ್ಯರು ಉಪಸ್ಥಿತರಿದ್ದರು. ಹಿರಿಯ ಮುಖಂಡರನ್ನು ಸನ್ಮಾನಿಸಲಾಯಿತು.	[448, 208, 588, 446]
story4-col-left	[264, 578, 472, 808]
story8-dateline: ■ಸುದ್ದಿಮೂಲ ವಾರ್ತೆ, ತುಮಕೂರು, ಅ.13:	[22, 962, 141, 971]
story1-headline-1: ಮಾದಿಗರಿಗೆ ಅನ್ಯಾಯವಾದರೇ ಉಗ್ರ	[105, 108, 505, 149]
